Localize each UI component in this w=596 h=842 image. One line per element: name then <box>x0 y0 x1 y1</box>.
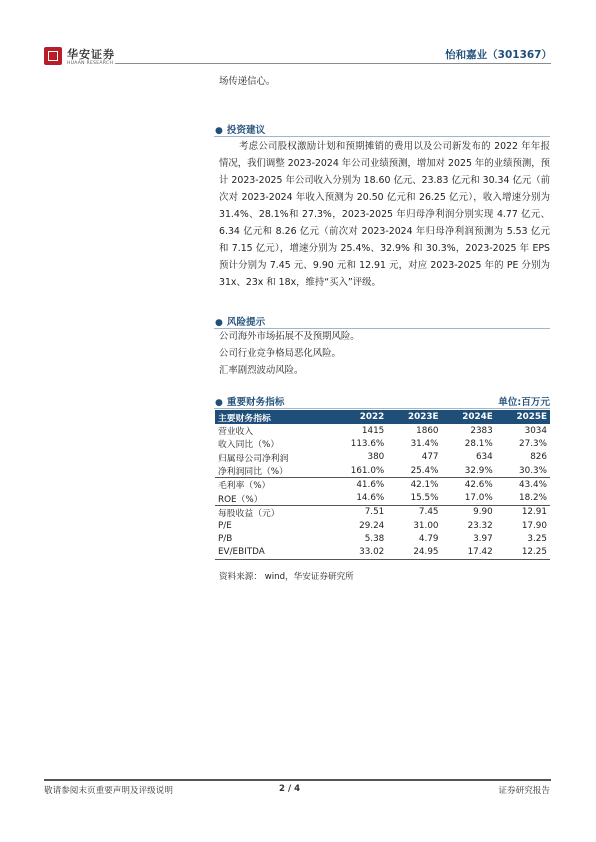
table-cell: 161.0% <box>350 465 385 476</box>
table-cell: 9.90 <box>442 505 496 519</box>
table-cell: 1415 <box>361 425 385 436</box>
table-cell: 477 <box>421 452 439 463</box>
table-row <box>215 478 550 492</box>
table-cell: 1860 <box>416 425 439 436</box>
brand-name-cn: 华安证券 <box>67 48 115 61</box>
table-cell: 24.95 <box>387 546 441 560</box>
table-cell: 17.42 <box>442 546 496 560</box>
table-cell: 营业收入 <box>218 427 254 438</box>
table-cell: 17.0% <box>464 493 493 504</box>
table-cell: 29.24 <box>359 520 385 531</box>
brand-logo-icon <box>44 47 62 65</box>
column-header: 2024E <box>442 410 496 424</box>
footer-report-type: 证券研究报告 <box>498 786 550 796</box>
table-cell: 43.4% <box>496 478 550 492</box>
bullet-icon: ● <box>215 398 223 408</box>
table-cell: EV/EBITDA <box>215 546 329 560</box>
header-divider <box>115 63 551 64</box>
table-cell: 2383 <box>470 425 493 436</box>
table-source: 资料来源： wind，华安证券研究所 <box>219 572 354 582</box>
table-cell: 归属母公司净利润 <box>218 453 289 464</box>
table-row <box>215 424 550 437</box>
table-cell: P/E <box>218 520 232 531</box>
table-cell: 32.9% <box>464 465 493 476</box>
column-header: 2022 <box>329 410 388 424</box>
table-cell: 净利润同比（%） <box>218 467 288 478</box>
table-cell: 3034 <box>524 425 547 436</box>
table-cell: 30.3% <box>519 465 547 476</box>
footer-divider <box>44 779 551 781</box>
table-cell: 17.90 <box>521 520 547 531</box>
column-header: 2023E <box>387 410 441 424</box>
page-number: 2 / 4 <box>279 784 301 794</box>
table-cell: 42.6% <box>442 478 496 492</box>
table-cell: 15.5% <box>410 493 439 504</box>
table-cell: 380 <box>367 452 385 463</box>
table-cell: 18.2% <box>519 493 547 504</box>
table-cell: 27.3% <box>519 438 547 449</box>
intro-text: 场传递信心。 <box>219 76 276 87</box>
table-cell: 收入同比（%） <box>218 440 280 451</box>
bullet-icon: ● <box>215 126 223 136</box>
table-cell: 33.02 <box>329 546 388 560</box>
table-cell: ROE（%） <box>218 494 263 505</box>
column-header: 主要财务指标 <box>215 410 329 424</box>
financials-table <box>215 410 550 560</box>
brand-name-en: HUAAN RESEARCH <box>67 61 114 66</box>
table-cell: 5.38 <box>364 534 385 545</box>
investment-text: 考虑公司股权激励计划和预期摊销的费用以及公司新发布的 2022 年年报情况，我们调整 2023-2024 年公司业绩预测，增加对 2025 年的业绩预测，预计 2023-2025 年公司收入分别为 18.60 亿元、23.83 亿元和 30.34 亿元（前次对 2023-2024 年收入预测为 20.50 亿元和 26.25 亿元），收入增速分别为 31.4%、28.1%和 27.3%，2023-2025 年归母净利润分别实现 4.77 亿元、6.34 亿元和 8.26 亿元（前次对 2023-2024 年归母净利润预测为 5.53 亿元和 7.15 亿元），增速分别为 25.4%、32.9% 和 30.3%，2023-2025 年 EPS 预计分别为 7.45 元、9.90 元和 12.91 元，对应 2023-2025 年的 PE 分别为 31x、23x 和 18x，维持“买入”评级。 <box>219 141 550 288</box>
risk-heading <box>215 314 265 328</box>
bullet-icon: ● <box>215 318 223 328</box>
table-row <box>215 451 550 464</box>
financials-unit: 单位:百万元 <box>498 397 550 408</box>
table-cell: 7.51 <box>329 505 388 519</box>
list-item: 汇率剧烈波动风险。 <box>219 365 304 376</box>
table-cell: 14.6% <box>356 493 385 504</box>
table-cell: 3.25 <box>527 534 547 545</box>
table-cell: P/B <box>218 534 233 545</box>
table-cell: 7.45 <box>387 505 441 519</box>
investment-heading-label: 投资建议 <box>226 125 266 136</box>
table-cell: 3.97 <box>473 534 493 545</box>
column-header: 2025E <box>496 410 550 424</box>
list-item: 公司海外市场拓展不及预期风险。 <box>219 331 360 342</box>
table-cell: 25.4% <box>410 465 439 476</box>
header-company: 怡和嘉业（301367） <box>445 49 552 61</box>
financials-heading <box>215 394 284 408</box>
table-cell: 826 <box>530 452 547 463</box>
table-row <box>215 505 550 519</box>
risk-heading-label: 风险提示 <box>226 317 266 328</box>
table-row <box>215 532 550 545</box>
table-cell: 113.6% <box>350 438 385 449</box>
table-row <box>215 519 550 532</box>
table-cell: 23.32 <box>467 520 493 531</box>
table-cell: 31.00 <box>413 520 439 531</box>
table-cell: 12.91 <box>496 505 550 519</box>
investment-paragraph <box>219 138 550 291</box>
table-cell: 28.1% <box>464 438 493 449</box>
table-row <box>215 437 550 450</box>
table-row <box>215 464 550 478</box>
risk-list <box>219 328 360 379</box>
table-row <box>215 491 550 505</box>
footer-disclaimer: 敬请参阅末页重要声明及评级说明 <box>44 786 173 796</box>
table-cell: 42.1% <box>387 478 441 492</box>
table-cell: 毛利率（%） <box>215 478 329 492</box>
table-cell: 41.6% <box>329 478 388 492</box>
financials-divider <box>214 408 550 409</box>
table-cell: 31.4% <box>410 438 439 449</box>
list-item: 公司行业竞争格局恶化风险。 <box>219 348 341 359</box>
investment-heading <box>215 122 265 136</box>
table-header-row <box>215 410 550 424</box>
table-row <box>215 546 550 560</box>
table-cell: 12.25 <box>496 546 550 560</box>
table-cell: 634 <box>475 452 493 463</box>
table-cell: 4.79 <box>418 534 439 545</box>
financials-heading-label: 重要财务指标 <box>226 397 285 408</box>
investment-divider <box>214 136 550 137</box>
table-cell: 每股收益（元） <box>215 505 329 519</box>
